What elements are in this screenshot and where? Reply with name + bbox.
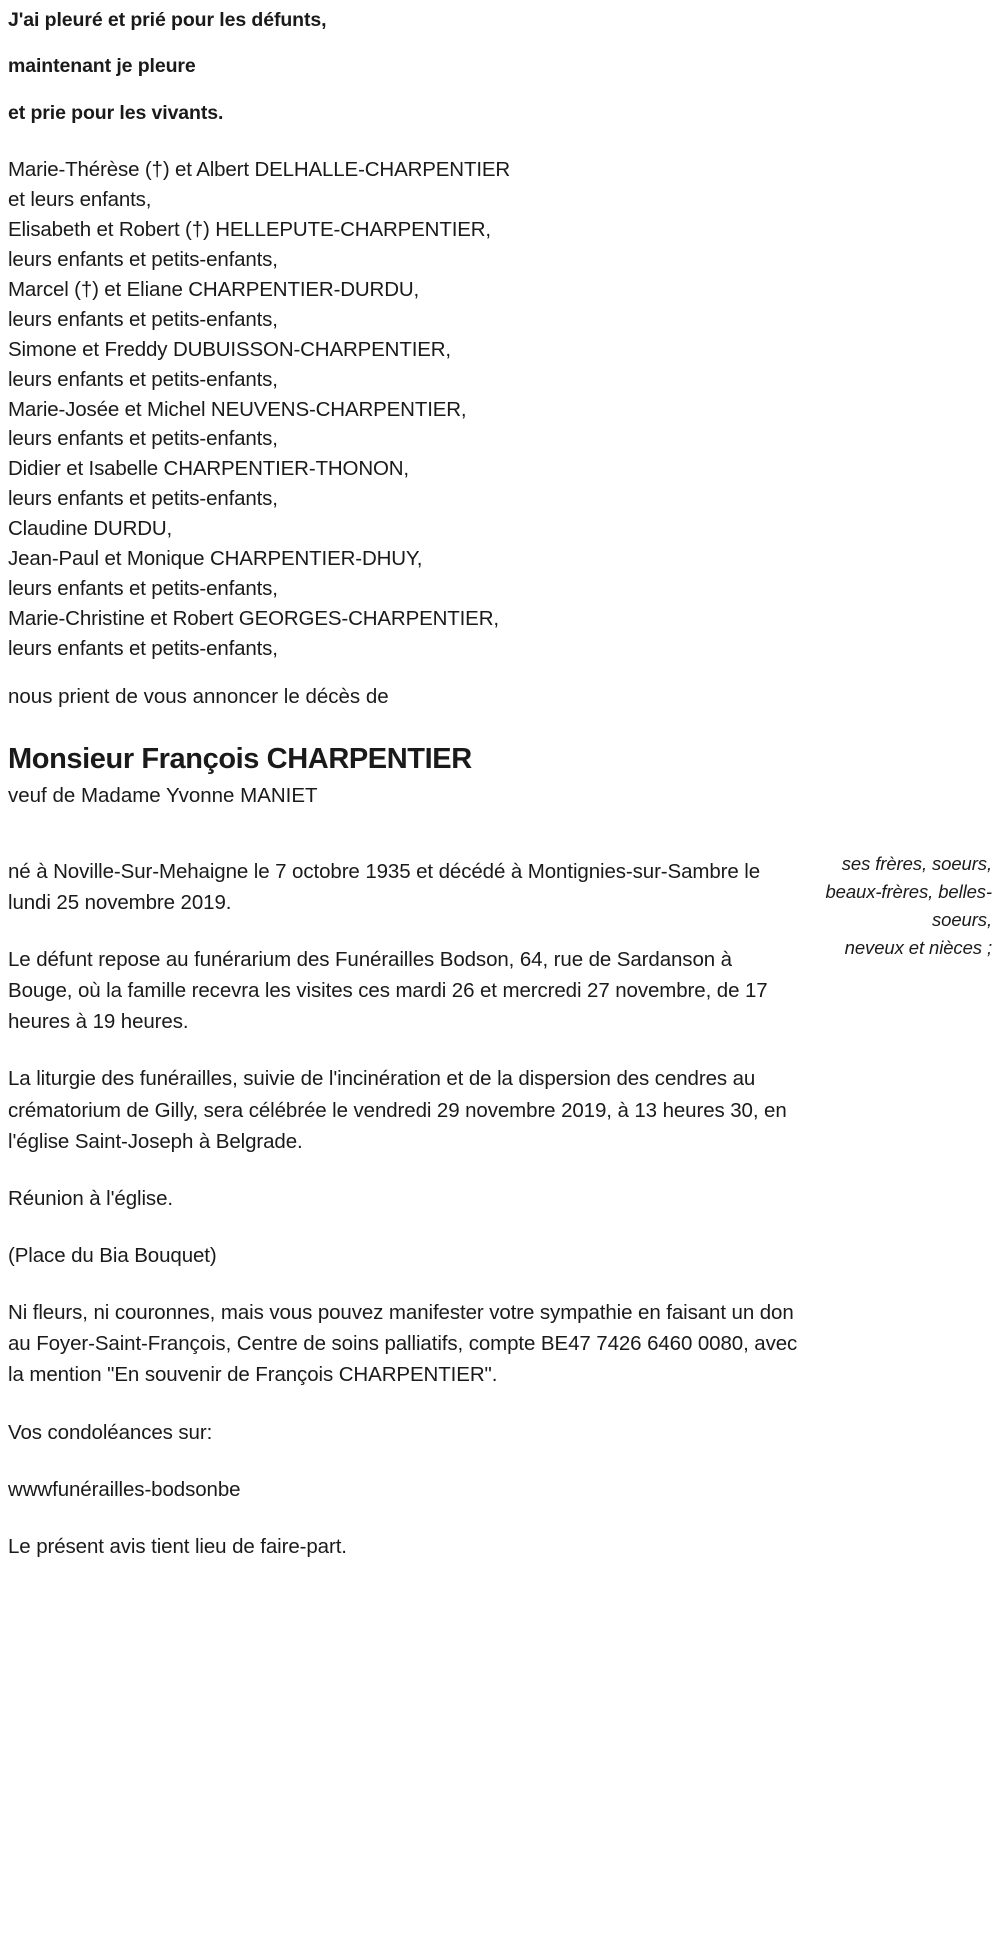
family-line: leurs enfants et petits-enfants, (8, 427, 278, 451)
notice-paragraph: né à Noville-Sur-Mehaigne le 7 octobre 1935 et décédé à Montignies-sur-Sambre le lundi 25 novembre 2019. (8, 859, 761, 914)
family-line: Marie-Thérèse (†) et Albert DELHALLE-CHARPENTIER (8, 158, 511, 182)
family-line: et leurs enfants, (8, 188, 152, 212)
deceased-name: Monsieur François CHARPENTIER (8, 742, 472, 775)
family-line: leurs enfants et petits-enfants, (8, 307, 278, 331)
notice-paragraph: (Place du Bia Bouquet) (8, 1244, 217, 1268)
family-line: Jean-Paul et Monique CHARPENTIER-DHUY, (8, 547, 423, 571)
family-line: Elisabeth et Robert (†) HELLEPUTE-CHARPENTIER, (8, 217, 491, 241)
notice-paragraph: Le défunt repose au funérarium des Funérailles Bodson, 64, rue de Sardanson à Bouge, où la famille recevra les visites ces mardi 26 et mercredi 27 novembre, de 17 heures à 19 heures. (8, 947, 768, 1034)
deceased-spouse: veuf de Madame Yvonne MANIET (8, 783, 318, 807)
notice-paragraph: Le présent avis tient lieu de faire-part. (8, 1534, 347, 1558)
family-line: Didier et Isabelle CHARPENTIER-THONON, (8, 457, 409, 481)
announcement-line: nous prient de vous annoncer le décès de (8, 684, 389, 708)
family-line: leurs enfants et petits-enfants, (8, 247, 278, 271)
family-line: Marie-Christine et Robert GEORGES-CHARPENTIER, (8, 606, 499, 630)
family-line: leurs enfants et petits-enfants, (8, 636, 278, 660)
relatives-line: ses frères, soeurs, (841, 853, 992, 875)
relatives-line: beaux-frères, belles- (825, 881, 992, 903)
notice-paragraph: Réunion à l'église. (8, 1186, 173, 1210)
family-line: leurs enfants et petits-enfants, (8, 367, 278, 391)
epigraph-line: maintenant je pleure (8, 55, 196, 78)
relatives-note (662, 850, 992, 962)
condolences-website[interactable]: wwwfunérailles-bodsonbe (8, 1477, 241, 1501)
deceased-block (8, 742, 992, 810)
epigraph-line: J'ai pleuré et prié pour les défunts, (8, 9, 327, 31)
relatives-line: neveux et nièces ; (844, 937, 992, 959)
relatives-line: soeurs, (932, 909, 992, 931)
family-line: leurs enfants et petits-enfants, (8, 577, 278, 601)
notice-paragraph: Ni fleurs, ni couronnes, mais vous pouvez manifester votre sympathie en faisant un don au Foyer-Saint-François, Centre de soins palliatifs, compte BE47 7426 6460 0080, avec la mention "En souvenir de François CHARPENTIER". (8, 1301, 798, 1387)
family-line: Marie-Josée et Michel NEUVENS-CHARPENTIER, (8, 397, 467, 421)
family-line: Simone et Freddy DUBUISSON-CHARPENTIER, (8, 337, 451, 361)
family-line: Marcel (†) et Eliane CHARPENTIER-DURDU, (8, 277, 420, 301)
family-line: leurs enfants et petits-enfants, (8, 487, 278, 511)
notice-paragraph: La liturgie des funérailles, suivie de l'incinération et de la dispersion des cendres au crématorium de Gilly, sera célébrée le vendredi 29 novembre 2019, à 13 heures 30, en l'église Saint-Joseph à Belgrade. (8, 1067, 787, 1153)
epigraph-block (8, 0, 992, 125)
condolences-label: Vos condoléances sur: (8, 1420, 213, 1444)
epigraph-line: et prie pour les vivants. (8, 101, 224, 124)
family-line: Claudine DURDU, (8, 517, 173, 541)
